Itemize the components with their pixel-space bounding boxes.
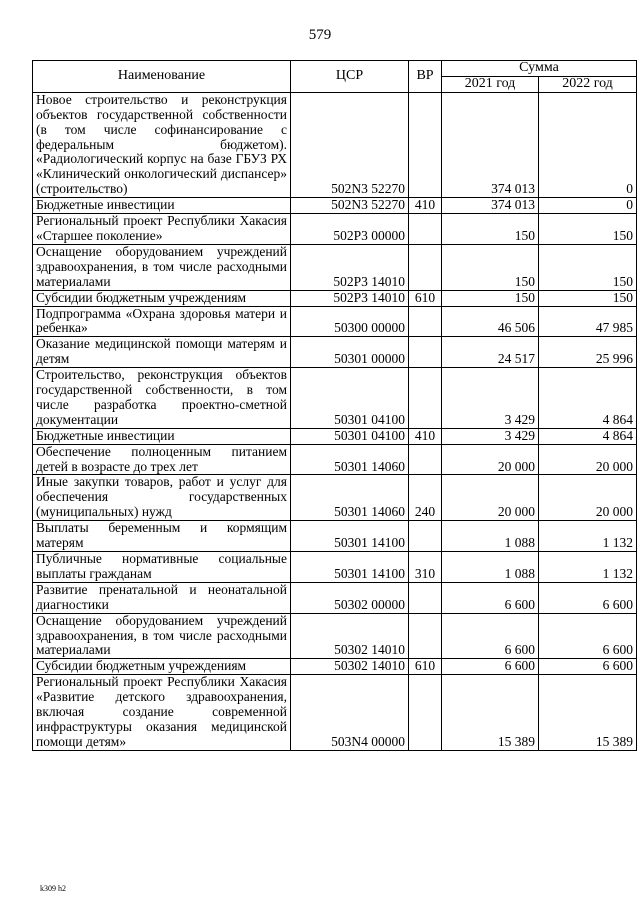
row-csr-cell: 502P3 14010 <box>291 290 409 306</box>
budget-table <box>32 60 637 751</box>
row-csr-cell: 503N4 00000 <box>291 675 409 751</box>
row-vr-cell: 310 <box>409 552 442 583</box>
row-csr-cell: 50301 14100 <box>291 521 409 552</box>
row-amount-2022-cell: 4 864 <box>539 428 637 444</box>
row-vr-cell <box>409 244 442 290</box>
header-name: Наименование <box>33 61 291 93</box>
row-name-cell: Новое строительство и реконструкция объектов государственной собственности (в том числе софинансирование с федеральным бюджетом). «Радиологический корпус на базе ГБУЗ РХ «Клинический онкологический диспансер» (строительство) <box>33 92 291 197</box>
row-amount-2021-cell: 3 429 <box>442 428 539 444</box>
row-vr-cell <box>409 613 442 659</box>
table-row <box>33 244 637 290</box>
row-name-cell: Публичные нормативные социальные выплаты гражданам <box>33 552 291 583</box>
table-row <box>33 306 637 337</box>
row-amount-2021-cell: 150 <box>442 214 539 245</box>
row-name-cell: Субсидии бюджетным учреждениям <box>33 290 291 306</box>
row-amount-2022-cell: 6 600 <box>539 613 637 659</box>
row-vr-cell <box>409 521 442 552</box>
header-vr: ВР <box>409 61 442 93</box>
table-row <box>33 552 637 583</box>
row-csr-cell: 50301 14100 <box>291 552 409 583</box>
row-amount-2021-cell: 6 600 <box>442 582 539 613</box>
row-amount-2021-cell: 20 000 <box>442 475 539 521</box>
row-csr-cell: 502N3 52270 <box>291 198 409 214</box>
page-number: 579 <box>308 27 332 43</box>
row-amount-2022-cell: 4 864 <box>539 368 637 429</box>
row-csr-cell: 50301 04100 <box>291 368 409 429</box>
row-name-cell: Региональный проект Республики Хакасия «Развитие детского здравоохранения, включая создание современной инфраструктуры оказания медицинской помощи детям» <box>33 675 291 751</box>
row-name-cell: Бюджетные инвестиции <box>33 198 291 214</box>
row-amount-2022-cell: 1 132 <box>539 521 637 552</box>
table-row <box>33 214 637 245</box>
table-row <box>33 290 637 306</box>
row-csr-cell: 50300 00000 <box>291 306 409 337</box>
row-amount-2021-cell: 6 600 <box>442 659 539 675</box>
row-csr-cell: 502P3 14010 <box>291 244 409 290</box>
row-amount-2021-cell: 46 506 <box>442 306 539 337</box>
header-sum: Сумма <box>442 61 637 77</box>
row-vr-cell: 410 <box>409 198 442 214</box>
row-vr-cell <box>409 92 442 197</box>
row-amount-2021-cell: 1 088 <box>442 521 539 552</box>
row-name-cell: Субсидии бюджетным учреждениям <box>33 659 291 675</box>
row-name-cell: Иные закупки товаров, работ и услуг для обеспечения государственных (муниципальных) нужд <box>33 475 291 521</box>
row-amount-2021-cell: 1 088 <box>442 552 539 583</box>
row-vr-cell: 240 <box>409 475 442 521</box>
row-amount-2021-cell: 20 000 <box>442 444 539 475</box>
table-row <box>33 92 637 197</box>
row-csr-cell: 50301 00000 <box>291 337 409 368</box>
table-row <box>33 521 637 552</box>
row-name-cell: Региональный проект Республики Хакасия «Старшее поколение» <box>33 214 291 245</box>
row-name-cell: Подпрограмма «Охрана здоровья матери и ребенка» <box>33 306 291 337</box>
row-csr-cell: 50301 04100 <box>291 428 409 444</box>
row-amount-2021-cell: 150 <box>442 244 539 290</box>
row-amount-2021-cell: 150 <box>442 290 539 306</box>
row-name-cell: Оказание медицинской помощи матерям и детям <box>33 337 291 368</box>
row-csr-cell: 50301 14060 <box>291 475 409 521</box>
table-row <box>33 198 637 214</box>
row-name-cell: Выплаты беременным и кормящим матерям <box>33 521 291 552</box>
row-name-cell: Бюджетные инвестиции <box>33 428 291 444</box>
row-amount-2022-cell: 20 000 <box>539 444 637 475</box>
row-csr-cell: 50302 14010 <box>291 613 409 659</box>
table-row <box>33 659 637 675</box>
table-row <box>33 475 637 521</box>
row-csr-cell: 502P3 00000 <box>291 214 409 245</box>
row-name-cell: Оснащение оборудованием учреждений здравоохранения, в том числе расходными материалами <box>33 613 291 659</box>
row-amount-2022-cell: 6 600 <box>539 659 637 675</box>
table-row <box>33 444 637 475</box>
row-amount-2022-cell: 150 <box>539 244 637 290</box>
row-vr-cell <box>409 214 442 245</box>
table-row <box>33 428 637 444</box>
row-amount-2022-cell: 150 <box>539 290 637 306</box>
row-vr-cell: 410 <box>409 428 442 444</box>
row-vr-cell <box>409 337 442 368</box>
row-amount-2022-cell: 6 600 <box>539 582 637 613</box>
header-year-2021: 2021 год <box>442 76 539 92</box>
header-year-2022: 2022 год <box>539 76 637 92</box>
row-amount-2021-cell: 24 517 <box>442 337 539 368</box>
row-csr-cell: 50302 00000 <box>291 582 409 613</box>
row-vr-cell <box>409 368 442 429</box>
row-vr-cell <box>409 444 442 475</box>
row-amount-2022-cell: 0 <box>539 92 637 197</box>
row-vr-cell <box>409 582 442 613</box>
table-row <box>33 675 637 751</box>
row-vr-cell: 610 <box>409 290 442 306</box>
row-amount-2022-cell: 47 985 <box>539 306 637 337</box>
row-amount-2021-cell: 374 013 <box>442 92 539 197</box>
row-amount-2021-cell: 3 429 <box>442 368 539 429</box>
row-name-cell: Развитие пренатальной и неонатальной диагностики <box>33 582 291 613</box>
row-amount-2021-cell: 6 600 <box>442 613 539 659</box>
row-vr-cell: 610 <box>409 659 442 675</box>
row-vr-cell <box>409 675 442 751</box>
row-csr-cell: 50302 14010 <box>291 659 409 675</box>
footer-code: k309 h2 <box>40 884 66 893</box>
row-amount-2022-cell: 25 996 <box>539 337 637 368</box>
row-name-cell: Обеспечение полноценным питанием детей в возрасте до трех лет <box>33 444 291 475</box>
row-amount-2022-cell: 15 389 <box>539 675 637 751</box>
table-row <box>33 613 637 659</box>
row-amount-2021-cell: 374 013 <box>442 198 539 214</box>
table-row <box>33 582 637 613</box>
header-csr: ЦСР <box>291 61 409 93</box>
row-amount-2022-cell: 0 <box>539 198 637 214</box>
row-name-cell: Строительство, реконструкция объектов государственной собственности, в том числе разработка проектно-сметной документации <box>33 368 291 429</box>
row-amount-2022-cell: 20 000 <box>539 475 637 521</box>
row-vr-cell <box>409 306 442 337</box>
row-csr-cell: 502N3 52270 <box>291 92 409 197</box>
row-csr-cell: 50301 14060 <box>291 444 409 475</box>
row-amount-2021-cell: 15 389 <box>442 675 539 751</box>
row-amount-2022-cell: 1 132 <box>539 552 637 583</box>
row-name-cell: Оснащение оборудованием учреждений здравоохранения, в том числе расходными материалами <box>33 244 291 290</box>
table-body <box>33 92 637 750</box>
table-row <box>33 337 637 368</box>
row-amount-2022-cell: 150 <box>539 214 637 245</box>
table-row <box>33 368 637 429</box>
